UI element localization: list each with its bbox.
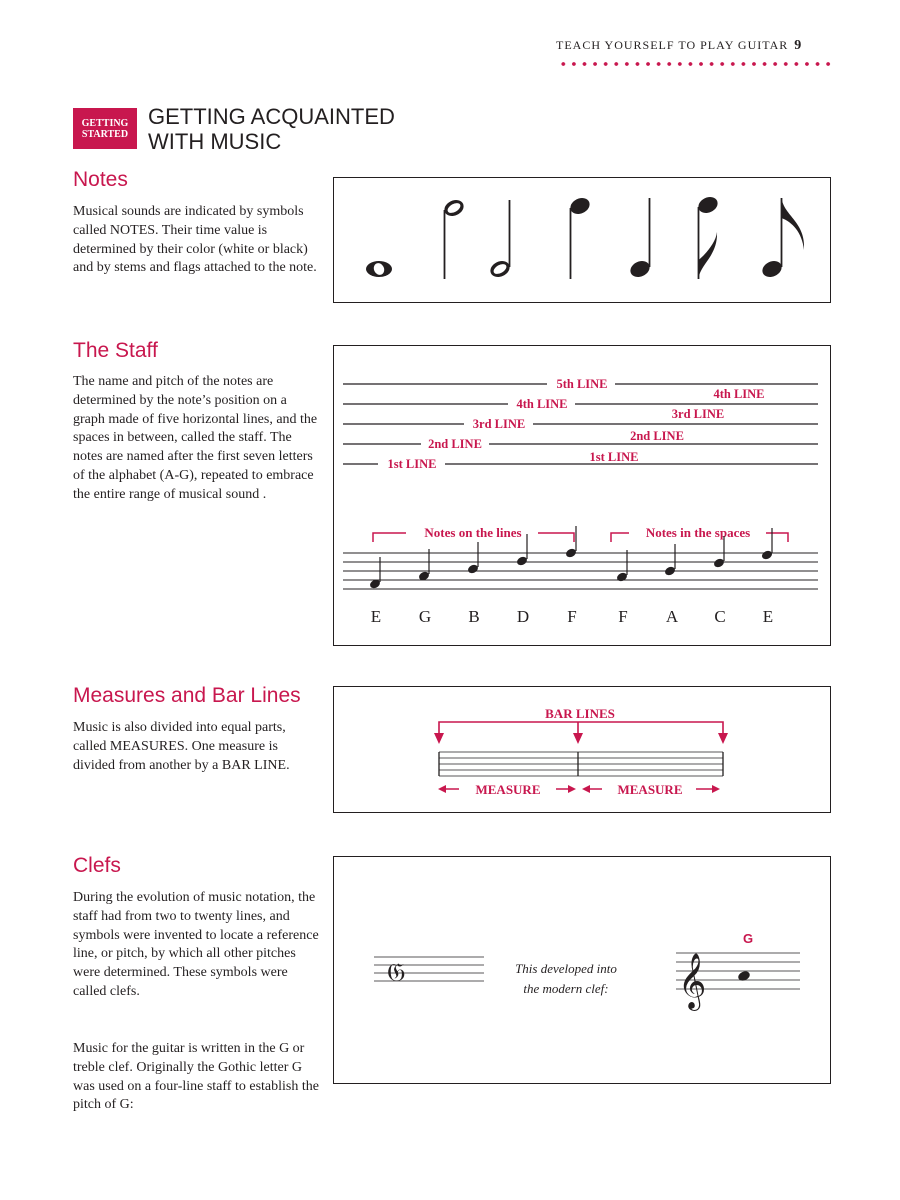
treble-clef: 𝄞 xyxy=(678,953,707,1009)
g-label: G xyxy=(742,931,754,946)
eighth-note-stem-up xyxy=(760,198,804,280)
note-a-space xyxy=(664,544,677,577)
badge-line-2: STARTED xyxy=(81,128,129,140)
section-badge xyxy=(73,108,137,149)
bar-line-arrows xyxy=(434,733,728,744)
dotted-rule xyxy=(558,60,836,68)
page-title-line-2: WITH MUSIC xyxy=(148,129,282,154)
clef-caption-line-1: This developed into xyxy=(515,961,617,976)
whole-note xyxy=(366,261,392,277)
note-f-space xyxy=(616,550,629,583)
line-label-5: 5th LINE xyxy=(556,377,608,391)
letter-line-2: G xyxy=(418,607,432,626)
letter-line-1: E xyxy=(370,607,382,626)
clefs-figure xyxy=(333,856,831,1084)
measures-heading: Measures and Bar Lines xyxy=(73,684,301,707)
running-head xyxy=(556,38,802,54)
space-label-3: 3rd LINE xyxy=(671,407,725,421)
notes-on-lines-label: Notes on the lines xyxy=(424,525,522,540)
badge-line-1: GETTING xyxy=(81,117,129,129)
staff-heading: The Staff xyxy=(73,339,158,362)
quarter-note-stem-up xyxy=(628,198,652,280)
notes-text: Musical sounds are indicated by symbols called NOTES. Their time value is determined by their color (white or black) and by stems and flags attached to the note. xyxy=(73,204,317,276)
letter-space-1: F xyxy=(618,607,628,626)
quarter-note-stem-down xyxy=(568,195,592,279)
staff-text: The name and pitch of the notes are determined by the note’s position on a graph made of five horizontal lines, and the spaces in between, called the staff. The notes are named after the first seven letters of the alphabet (A-G), repeated to embrace the entire range of musical sound . xyxy=(73,374,318,502)
page-title xyxy=(148,104,395,154)
half-note-stem-up xyxy=(488,200,512,280)
line-label-1: 1st LINE xyxy=(387,457,437,471)
notes-in-spaces-label: Notes in the spaces xyxy=(645,525,751,540)
eighth-note-stem-down xyxy=(696,194,720,279)
page-title-line-1: GETTING ACQUAINTED xyxy=(148,104,395,129)
space-label-4: 4th LINE xyxy=(713,387,765,401)
note-b-line xyxy=(467,542,480,575)
gothic-g-clef: 𝔊 xyxy=(387,958,406,987)
staff-figure xyxy=(333,345,831,646)
note-g-line xyxy=(418,549,431,582)
line-label-3: 3rd LINE xyxy=(472,417,526,431)
letter-line-4: D xyxy=(516,607,530,626)
clefs-heading: Clefs xyxy=(73,854,121,877)
clef-caption-line-2: the modern clef: xyxy=(523,981,609,996)
letter-line-5: F xyxy=(567,607,577,626)
letter-space-3: C xyxy=(714,607,726,626)
measure-label-2: MEASURE xyxy=(617,782,683,797)
note-f-line xyxy=(565,526,578,559)
page-number: 9 xyxy=(794,38,803,53)
note-values-figure xyxy=(333,177,831,303)
space-label-2: 2nd LINE xyxy=(630,429,684,443)
clefs-text-2: Music for the guitar is written in the G or treble clef. Originally the Gothic letter G was used on a four-line staff to establish the pitch of G: xyxy=(73,1041,319,1113)
line-label-2: 2nd LINE xyxy=(428,437,482,451)
letter-space-2: A xyxy=(665,607,679,626)
measures-text: Music is also divided into equal parts, called MEASURES. One measure is divided from another by a BAR LINE. xyxy=(73,720,290,773)
clefs-text-1: During the evolution of music notation, the staff had from two to twenty lines, and symbols were invented to locate a reference line, or pitch, by which all other pitches were determined. These symbols were called clefs. xyxy=(73,890,319,999)
measures-figure xyxy=(333,686,831,813)
g-note xyxy=(737,970,752,983)
letter-line-3: B xyxy=(468,607,480,626)
measure-staff xyxy=(439,752,723,776)
running-title: TEACH YOURSELF TO PLAY GUITAR xyxy=(556,38,789,52)
note-letters xyxy=(371,607,773,626)
line-label-4: 4th LINE xyxy=(516,397,568,411)
measure-label-1: MEASURE xyxy=(475,782,541,797)
notes-heading: Notes xyxy=(73,168,128,191)
letter-space-4: E xyxy=(762,607,774,626)
bar-lines-label: BAR LINES xyxy=(545,706,615,721)
note-c-space xyxy=(713,536,726,569)
space-label-1: 1st LINE xyxy=(589,450,639,464)
example-staff xyxy=(343,553,818,589)
bar-lines-bracket xyxy=(439,722,723,734)
half-note-stem-down xyxy=(442,197,466,279)
